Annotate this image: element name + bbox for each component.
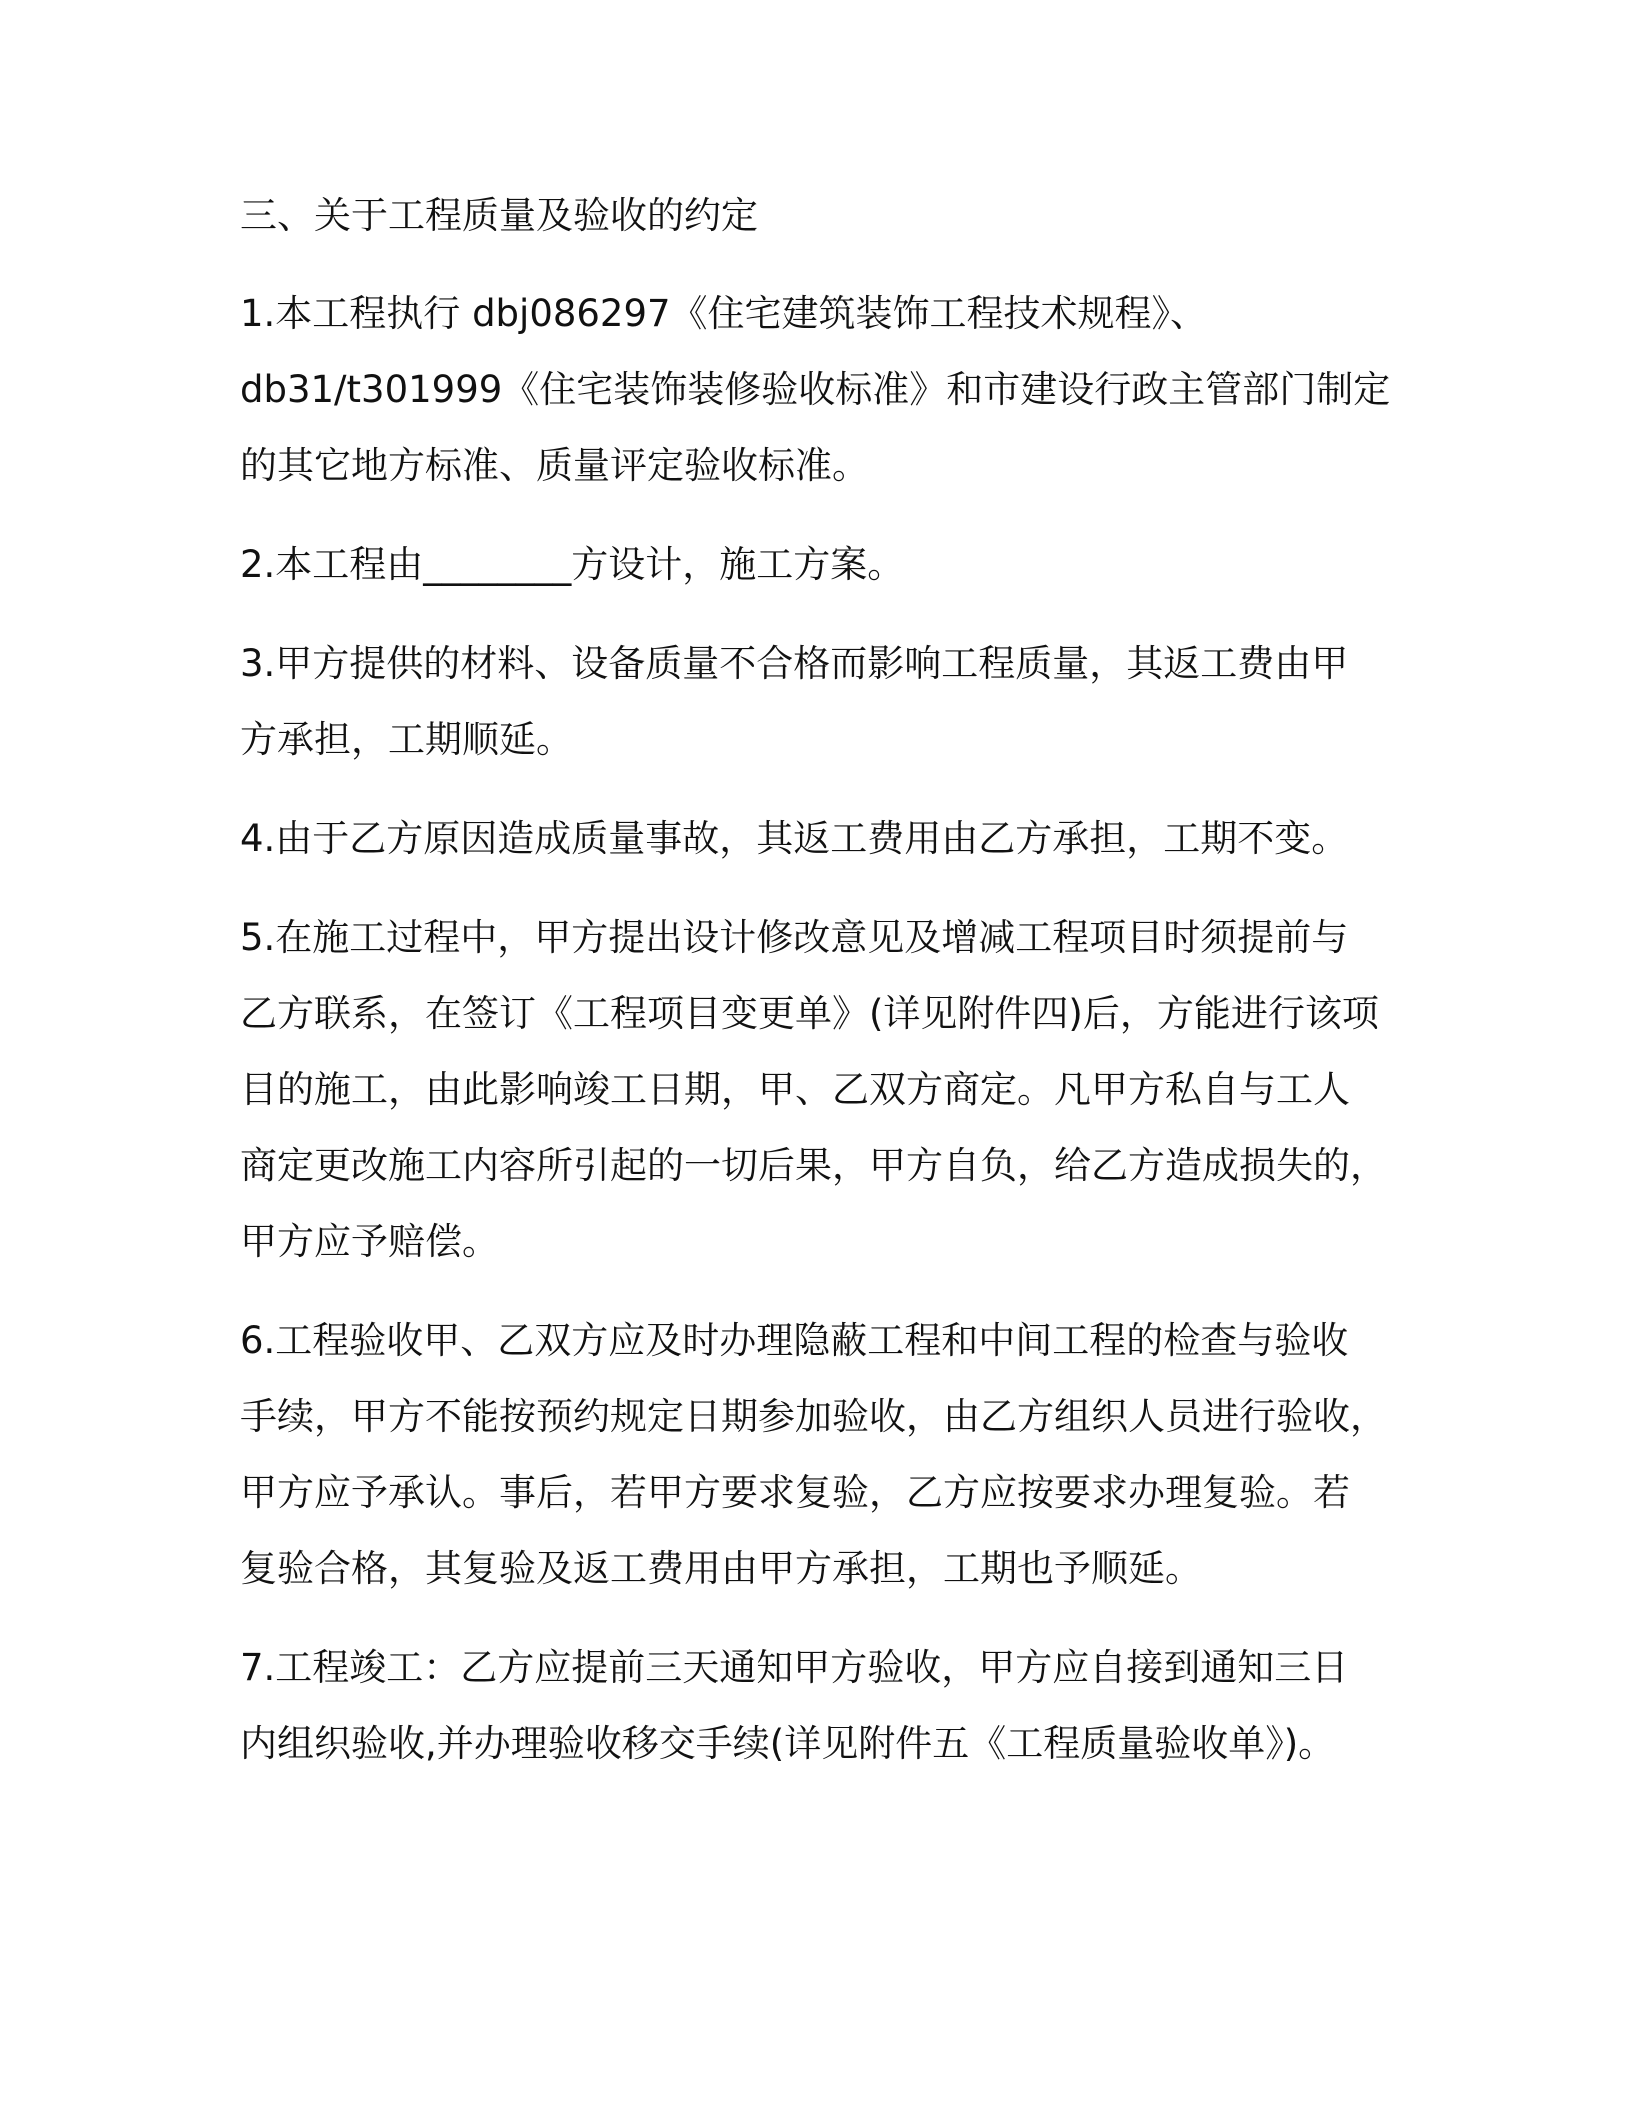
section-heading: 三、关于工程质量及验收的约定 — [240, 194, 758, 237]
clause-3 — [240, 626, 1392, 778]
clause-line: 4.由于乙方原因造成质量事故，其返工费用由乙方承担，工期不变。 — [240, 817, 1349, 860]
clause-4 — [240, 801, 1392, 877]
clause-line: 3.甲方提供的材料、设备质量不合格而影响工程质量，其返工费由甲 — [240, 642, 1349, 685]
clause-line: 乙方联系，在签订《工程项目变更单》(详见附件四)后，方能进行该项 — [240, 992, 1379, 1035]
clause-1 — [240, 276, 1392, 504]
clause-line: 5.在施工过程中，甲方提出设计修改意见及增减工程项目时须提前与 — [240, 916, 1349, 959]
clause-line: 甲方应予承认。事后，若甲方要求复验，乙方应按要求办理复验。若 — [240, 1471, 1350, 1514]
clause-7 — [240, 1630, 1392, 1782]
clause-5 — [240, 900, 1392, 1280]
clause-line: 7.工程竣工：乙方应提前三天通知甲方验收，甲方应自接到通知三日 — [240, 1646, 1349, 1689]
clause-line: 2.本工程由________方设计，施工方案。 — [240, 543, 905, 586]
clause-6 — [240, 1303, 1392, 1607]
clause-line: 1.本工程执行 dbj086297《住宅建筑装饰工程技术规程》、 — [240, 292, 1208, 335]
clause-line: 6.工程验收甲、乙双方应及时办理隐蔽工程和中间工程的检查与验收 — [240, 1319, 1349, 1362]
clause-line: 目的施工，由此影响竣工日期，甲、乙双方商定。凡甲方私自与工人 — [240, 1068, 1350, 1111]
clause-line: 的其它地方标准、质量评定验收标准。 — [240, 444, 869, 487]
clause-line: 甲方应予赔偿。 — [240, 1220, 499, 1263]
clause-line: 商定更改施工内容所引起的一切后果，甲方自负，给乙方造成损失的， — [240, 1144, 1387, 1187]
clause-line: db31/t301999《住宅装饰装修验收标准》和市建设行政主管部门制定 — [240, 368, 1391, 411]
document-page — [240, 178, 1392, 1805]
clause-line: 内组织验收,并办理验收移交手续(详见附件五《工程质量验收单》)。 — [240, 1722, 1336, 1765]
clause-line: 复验合格，其复验及返工费用由甲方承担，工期也予顺延。 — [240, 1547, 1202, 1590]
clause-line: 方承担，工期顺延。 — [240, 718, 573, 761]
clause-2 — [240, 527, 1392, 603]
clause-line: 手续，甲方不能按预约规定日期参加验收，由乙方组织人员进行验收， — [240, 1395, 1387, 1438]
